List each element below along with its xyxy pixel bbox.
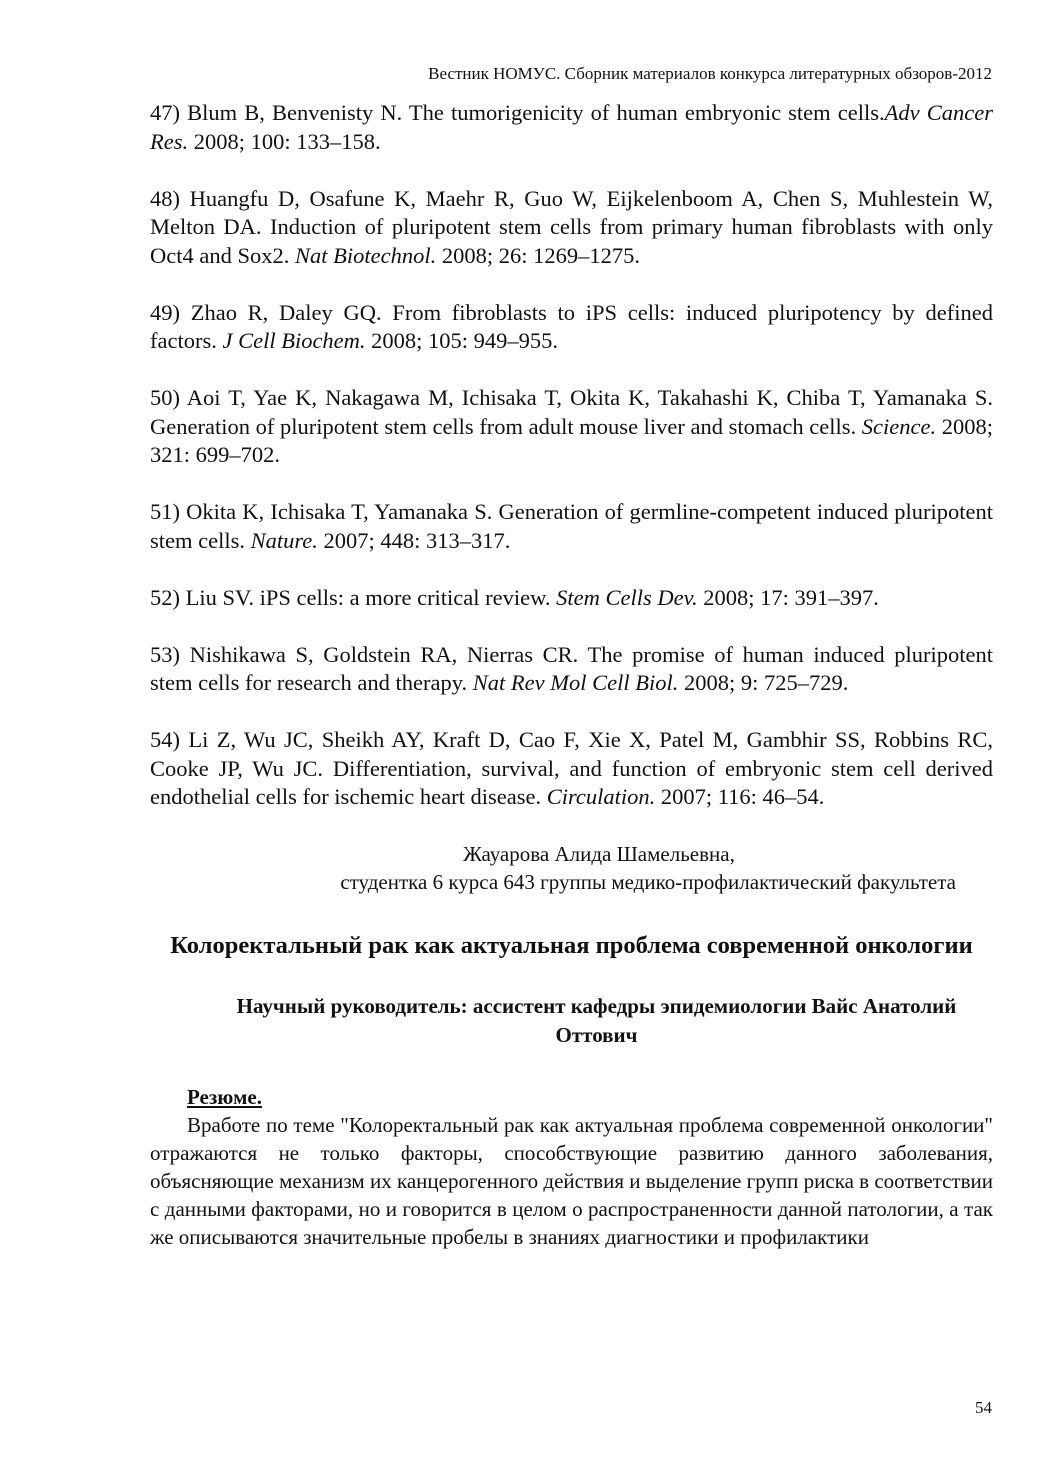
reference-details: 2008; 17: 391–397. [697, 584, 879, 610]
reference-item-47 [150, 99, 993, 156]
page-number: 54 [975, 1398, 992, 1417]
reference-text: 53) Nishikawa S, Goldstein RA, Nierras CR. The promise of human induced pluripotent stem cells for research and therapy. [150, 641, 993, 695]
reference-text: 47) Blum B, Benvenisty N. The tumorigenicity of human embryonic stem cells. [150, 100, 885, 125]
reference-text: 52) Liu SV. iPS cells: a more critical review. [150, 584, 557, 610]
article-title: Колоректальный рак как актуальная проблема современной онкологии [170, 932, 973, 959]
reference-text: 51) Okita K, Ichisaka T, Yamanaka S. Generation of germline-competent induced pluripotent stem cells. [150, 499, 993, 553]
reference-journal: Science. [861, 413, 937, 439]
reference-details: 2008; 105: 949–955. [365, 328, 559, 353]
author-affiliation: студентка 6 курса 643 группы медико-профилактический факультета [340, 870, 956, 894]
reference-journal: J Cell Biochem. [222, 328, 366, 353]
reference-text: 49) Zhao R, Daley GQ. From fibroblasts to iPS cells: induced pluripotency by defined factors. [150, 299, 993, 353]
reference-item-50 [150, 384, 993, 470]
page-content [150, 99, 993, 1251]
reference-item-51 [150, 498, 993, 555]
reference-journal: Nat Biotechnol. [295, 242, 437, 268]
reference-details: 2007; 116: 46–54. [655, 784, 825, 809]
reference-text: 54) Li Z, Wu JC, Sheikh AY, Kraft D, Cao F, Xie X, Patel M, Gambhir SS, Robbins RC, Cooke JP, Wu JC. Differentiation, survival, and function of embryonic stem cell derived endothelial cells for ischemic heart disease. [150, 727, 993, 809]
reference-item-54 [150, 726, 993, 812]
reference-journal: Circulation. [546, 784, 656, 809]
summary-heading: Резюме. [187, 1085, 262, 1109]
reference-details: 2008; 9: 725–729. [678, 670, 849, 695]
author-block [150, 840, 993, 896]
reference-item-53 [150, 641, 993, 698]
reference-journal: Nat Rev Mol Cell Biol. [472, 670, 679, 695]
reference-text: 50) Aoi T, Yae K, Nakagawa M, Ichisaka T, Okita K, Takahashi K, Chiba T, Yamanaka S. Generation of pluripotent stem cells from adult mouse liver and stomach cells. [150, 385, 993, 439]
reference-item-52 [150, 584, 993, 613]
reference-details: 2008; 100: 133–158. [188, 128, 381, 154]
reference-list [150, 99, 993, 812]
reference-details: 2008; 321: 699–702. [150, 413, 993, 467]
reference-journal: Nature. [250, 527, 318, 553]
reference-details: 2007; 448: 313–317. [317, 527, 511, 553]
running-header: Вестник НОМУС. Сборник материалов конкурса литературных обзоров-2012 [428, 64, 992, 83]
reference-journal: Adv Cancer Res. [150, 100, 993, 154]
reference-item-48 [150, 185, 993, 271]
reference-journal: Stem Cells Dev. [556, 584, 698, 610]
reference-item-49 [150, 299, 993, 356]
reference-text: 48) Huangfu D, Osafune K, Maehr R, Guo W, Eijkelenboom A, Chen S, Muhlestein W, Melton DA. Induction of pluripotent stem cells from primary human fibroblasts with only Oct4 and Sox2. [150, 185, 993, 268]
author-name: Жауарова Алида Шамельевна, [463, 842, 735, 866]
reference-details: 2008; 26: 1269–1275. [436, 242, 640, 268]
summary-body: Вработе по теме "Колоректальный рак как актуальная проблема современной онкологии" отражаются не только факторы, способствующие развитию данного заболевания, объясняющие механизм их канцерогенного действия и выделение групп риска в соответствии с данными факторами, но и говорится в целом о распространенности данной патологии, а так же описываются значительные пробелы в знаниях диагностики и профилактики [150, 1113, 993, 1249]
scientific-supervisor: Научный руководитель: ассистент кафедры эпидемиологии Вайс Анатолий Оттович [236, 994, 957, 1047]
